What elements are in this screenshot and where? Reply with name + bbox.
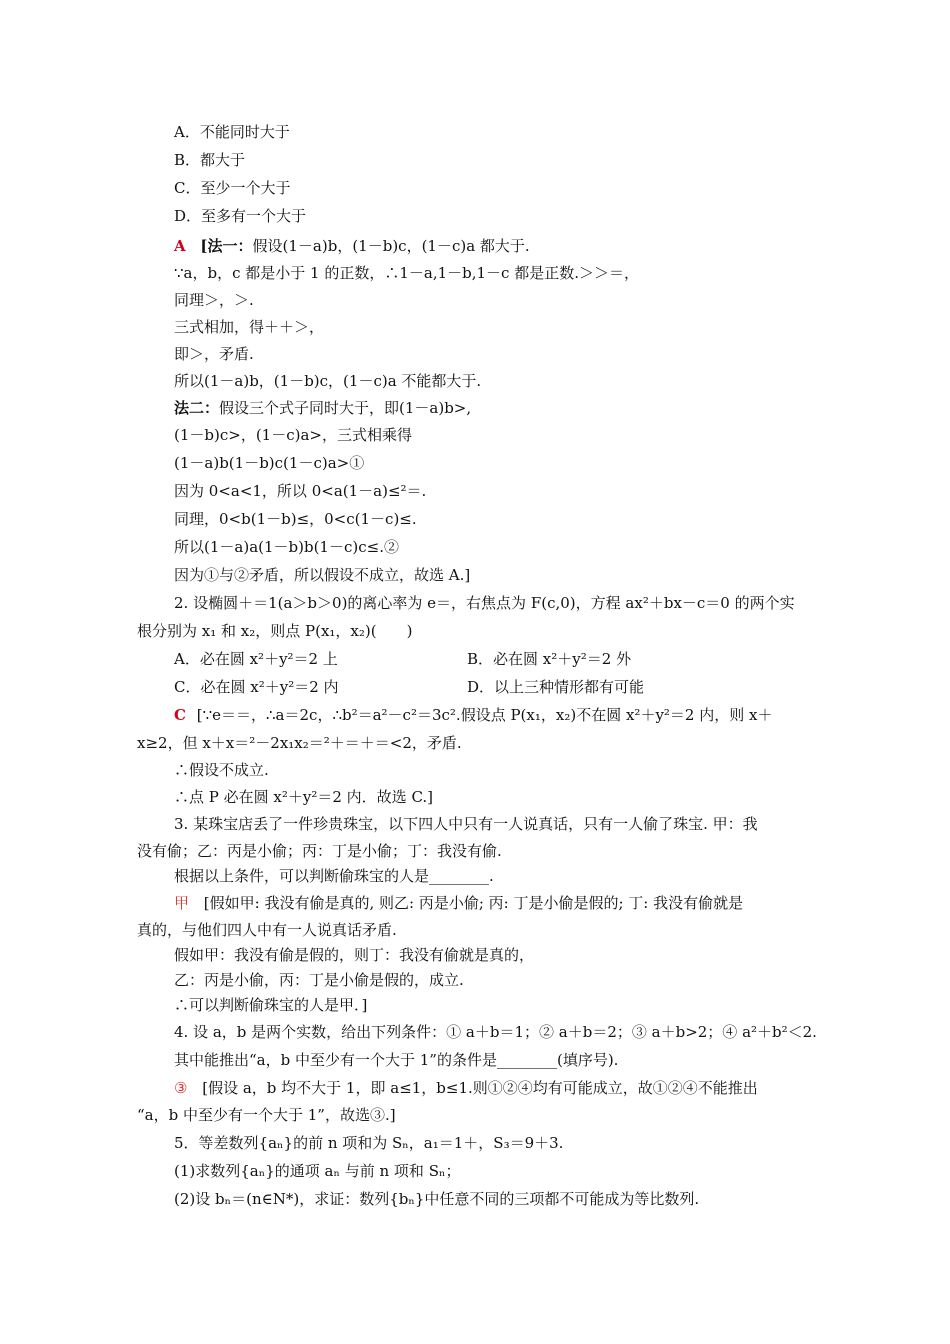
q2-option-a: A．必在圆 x²＋y²＝2 上 <box>174 650 338 668</box>
q1-sol-line: ∵a，b，c 都是小于 1 的正数，∴1－a,1－b,1－c 都是正数.＞＞＝， <box>174 264 639 282</box>
q5-part-2: (2)设 bₙ＝(n∈N*)，求证：数列{bₙ}中任意不同的三项都不可能成为等比数列. <box>174 1190 700 1208</box>
q2-solution-line-2: x≥2，但 x＋x＝²－2x₁x₂＝²＋＝＋＝<2，矛盾. <box>137 734 462 752</box>
q1-sol-line: (1－b)c>，(1－c)a>，三式相乘得 <box>174 426 412 444</box>
q1-method2-label: 法二： <box>174 399 220 417</box>
q2-option-d: D．以上三种情形都有可能 <box>467 678 645 696</box>
q5-part-1: (1)求数列{aₙ}的通项 aₙ 与前 n 项和 Sₙ； <box>174 1162 461 1180</box>
q2-solution-line-3: ∴假设不成立. <box>174 761 269 779</box>
q1-method1-label: [法一： <box>200 237 253 255</box>
q2-option-b: B．必在圆 x²＋y²＝2 外 <box>467 650 632 668</box>
q2-sol-text-1: [∵e＝＝，∴a＝2c，∴b²＝a²－c²＝3c².假设点 P(x₁，x₂)不在圆 x²＋y²＝2 内，则 x＋ <box>196 706 773 724</box>
q4-answer: ③ <box>174 1079 188 1097</box>
q3-stem-line-1: 3. 某珠宝店丢了一件珍贵珠宝，以下四人中只有一人说真话，只有一人偷了珠宝. 甲：我 <box>174 815 758 833</box>
q5-stem-line-1: 5．等差数列{aₙ}的前 n 项和为 Sₙ，a₁＝1＋，S₃＝9＋3. <box>174 1134 564 1152</box>
q2-option-c: C．必在圆 x²＋y²＝2 内 <box>174 678 339 696</box>
q3-sol-text-1: [假如甲: 我没有偷是真的, 则乙: 丙是小偷; 丙: 丁是小偷是假的; 丁: 我没有偷就是 <box>203 894 744 912</box>
q1-sol-line: 所以(1－a)b，(1－b)c，(1－c)a 不能都大于. <box>174 372 482 390</box>
q4-solution-line-2: “a，b 中至少有一个大于 1”，故选③.] <box>137 1106 396 1124</box>
q1-sol-line: (1－a)b(1－b)c(1－c)a>① <box>174 454 365 472</box>
q3-solution-line-3: 假如甲：我没有偷是假的，则丁：我没有偷就是真的， <box>174 946 535 964</box>
q4-sol-text-1: [假设 a，b 均不大于 1，即 a≤1，b≤1.则①②④均有可能成立，故①②④不能推出 <box>202 1079 758 1097</box>
q4-solution-line-1 <box>174 1078 758 1098</box>
q1-sol-line: 即＞，矛盾. <box>174 345 254 363</box>
q1-sol-line: 因为 0<a<1，所以 0<a(1－a)≤²＝. <box>174 482 427 500</box>
q3-solution-line-2: 真的，与他们四人中有一人说真话矛盾. <box>137 921 397 939</box>
q1-sol-line: 因为①与②矛盾，所以假设不成立，故选 A.] <box>174 566 471 584</box>
q1-sol-line: 三式相加，得＋＋＞， <box>174 318 325 336</box>
q2-stem-line-2: 根分别为 x₁ 和 x₂，则点 P(x₁，x₂)( ) <box>137 622 413 640</box>
q3-answer: 甲 <box>174 894 190 912</box>
q3-stem-line-3: 根据以上条件，可以判断偷珠宝的人是________. <box>174 867 494 885</box>
q2-stem-line-1: 2. 设椭圆＋＝1(a＞b＞0)的离心率为 e＝，右焦点为 F(c,0)，方程 ax²＋bx－c＝0 的两个实 <box>174 594 795 612</box>
q3-solution-line-1 <box>174 893 743 913</box>
q1-sol-line: 同理，0<b(1－b)≤，0<c(1－c)≤. <box>174 510 417 528</box>
q3-solution-line-4: 乙：丙是小偷，丙：丁是小偷是假的，成立. <box>174 971 464 989</box>
q1-answer: A <box>174 237 186 255</box>
q1-sol-line-method2 <box>174 398 471 418</box>
q1-sol-text-6: 假设三个式子同时大于，即(1－a)b>, <box>219 399 472 417</box>
q4-stem-line-2: 其中能推出“a，b 中至少有一个大于 1”的条件是________(填序号). <box>174 1051 619 1069</box>
q1-option-d: D．至多有一个大于 <box>174 207 307 225</box>
q1-sol-line: 所以(1－a)a(1－b)b(1－c)c≤.② <box>174 538 399 556</box>
q2-solution-line-4: ∴点 P 必在圆 x²＋y²＝2 内．故选 C.] <box>174 788 434 806</box>
q1-solution-line-1 <box>174 236 530 256</box>
q1-sol-text-0: 假设(1－a)b，(1－b)c，(1－c)a 都大于. <box>252 237 530 255</box>
q2-solution-line-1 <box>174 705 772 725</box>
q1-option-b: B．都大于 <box>174 151 246 169</box>
q1-option-c: C．至少一个大于 <box>174 179 291 197</box>
q3-solution-line-5: ∴可以判断偷珠宝的人是甲．] <box>174 996 368 1014</box>
q1-option-a: A．不能同时大于 <box>174 123 290 141</box>
q1-sol-line: 同理＞，＞. <box>174 291 254 309</box>
q2-answer: C <box>174 706 186 724</box>
q4-stem-line-1: 4. 设 a，b 是两个实数，给出下列条件：① a＋b＝1；② a＋b＝2；③ a＋b>2；④ a²＋b²＜2. <box>174 1023 817 1041</box>
q3-stem-line-2: 没有偷；乙：丙是小偷；丙：丁是小偷；丁：我没有偷. <box>137 842 502 860</box>
